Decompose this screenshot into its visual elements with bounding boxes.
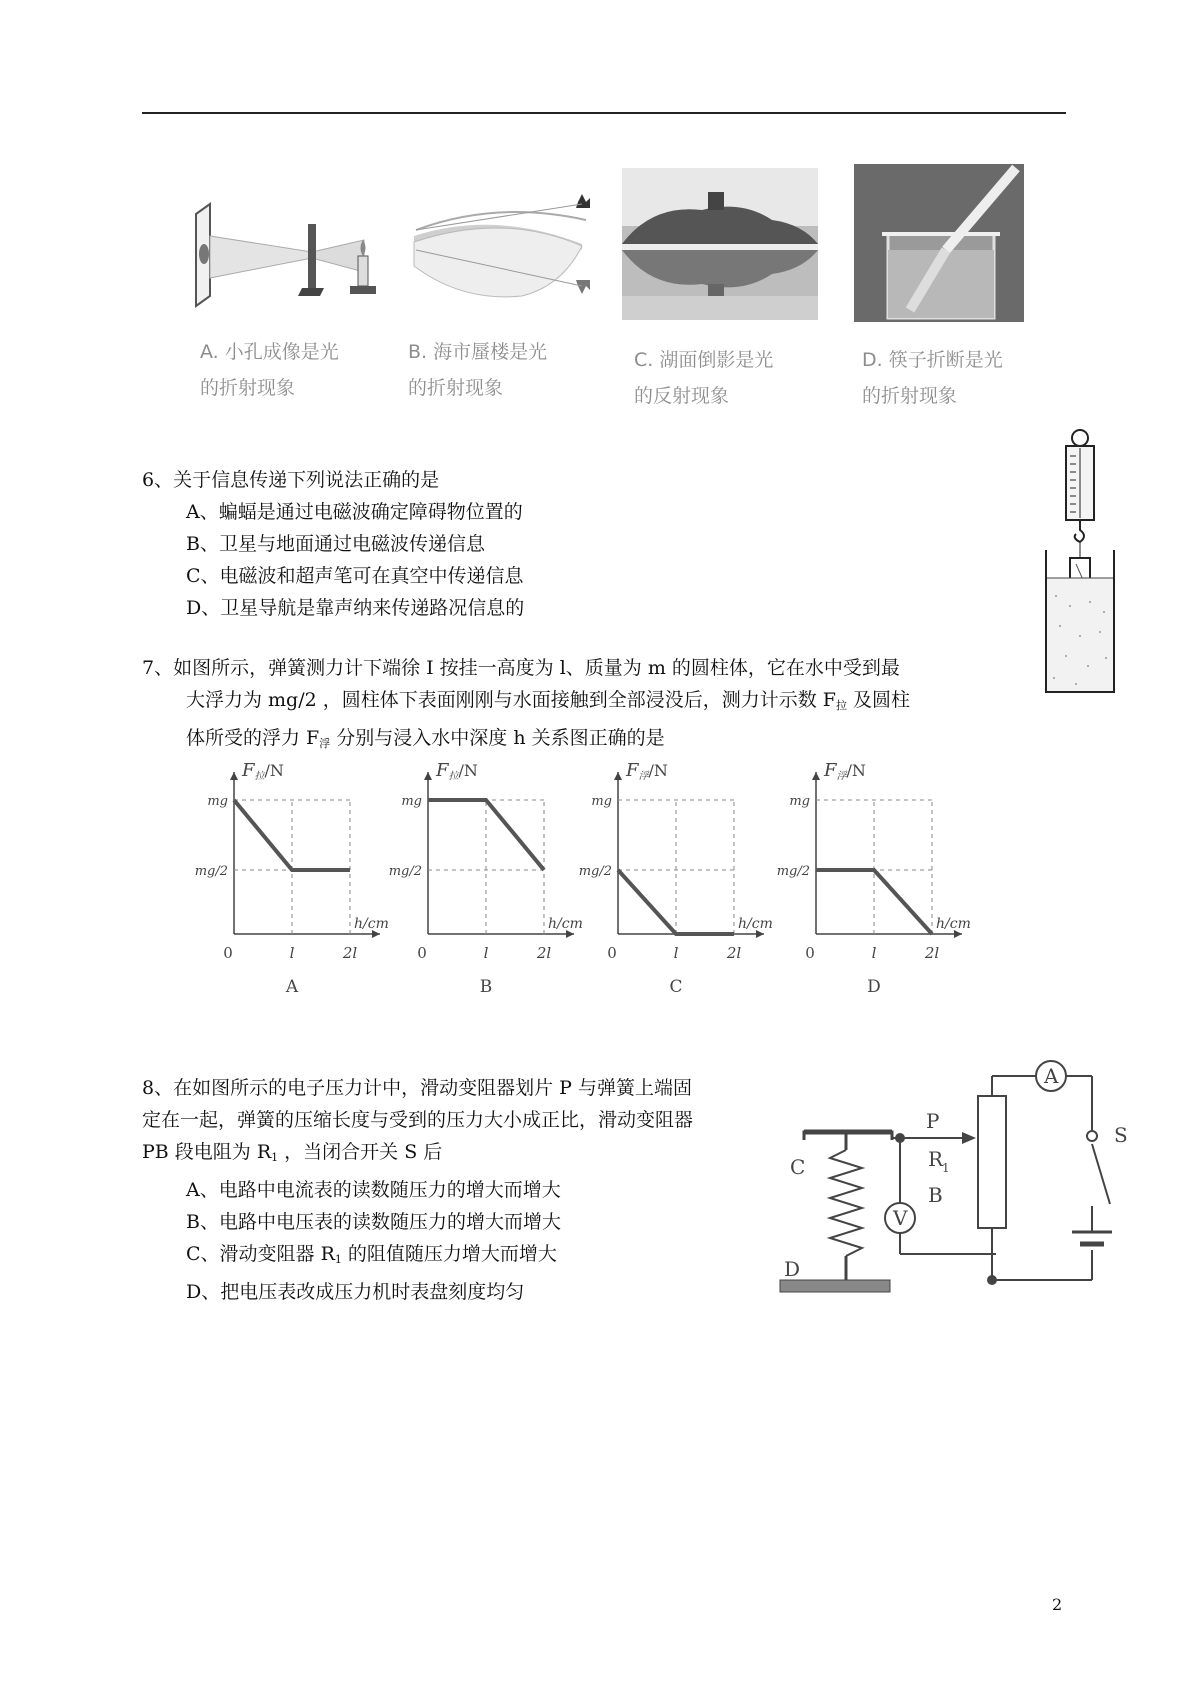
y-axis-label: F拉/N — [242, 760, 284, 782]
x-axis-label: h/cm — [548, 916, 583, 932]
graph-label: A — [285, 977, 299, 997]
question-6-option-d: D、卫星导航是靠声纳来传递路况信息的 — [186, 597, 525, 619]
circuit-label-s: S — [1114, 1123, 1128, 1147]
x-tick-label: l — [673, 944, 679, 962]
question-8-option-d: D、把电压表改成压力机时表盘刻度均匀 — [186, 1281, 525, 1303]
question-6-stem: 6、关于信息传递下列说法正确的是 — [142, 469, 440, 491]
x-axis-label: h/cm — [354, 916, 389, 932]
chopstick-refraction-photo — [854, 164, 1024, 322]
y-tick-label: mg/2 — [578, 864, 612, 879]
question-8-option-a: A、电路中电流表的读数随压力的增大而增大 — [186, 1179, 561, 1201]
graph-label: D — [867, 977, 881, 997]
x-tick-label: l — [871, 944, 877, 962]
x-tick-label: l — [483, 944, 489, 962]
x-tick-label: 0 — [607, 944, 617, 962]
question-7-line-1: 7、如图所示，弹簧测力计下端徐 I 按挂一高度为 l、质量为 m 的圆柱体，它在水中受到最 — [142, 657, 900, 679]
y-tick-label: mg — [591, 794, 612, 809]
x-tick-label: 2l — [726, 944, 742, 962]
circuit-label-p: P — [926, 1109, 940, 1133]
lake-reflection-photo — [622, 168, 818, 320]
question-8-option-c: C、滑动变阻器 $R_1$ 的阻值随压力增大而增大 — [186, 1243, 557, 1266]
circuit-label-v: V — [893, 1206, 908, 1230]
mirage-figure — [406, 190, 596, 306]
x-tick-label: 2l — [924, 944, 940, 962]
x-axis-label: h/cm — [936, 916, 971, 932]
y-axis-label: F浮/N — [824, 760, 866, 782]
circuit-label-a: A — [1044, 1064, 1059, 1088]
y-axis-arrow — [614, 772, 622, 780]
question-6-option-c: C、电磁波和超声笔可在真空中传递信息 — [186, 565, 524, 587]
question-7 — [142, 652, 910, 760]
graph-label: B — [479, 977, 493, 997]
y-tick-label: mg/2 — [388, 864, 422, 879]
circuit-label-c: C — [790, 1155, 806, 1179]
y-axis-arrow — [812, 772, 820, 780]
page-number: 2 — [1052, 1595, 1063, 1614]
question-7-line-3: 体所受的浮力 $F_浮$ 分别与浸入水中深度 h 关系图正确的是 — [186, 727, 665, 750]
x-tick-label: 0 — [223, 944, 233, 962]
y-tick-label: mg/2 — [776, 864, 810, 879]
graph-label: C — [669, 977, 683, 997]
x-tick-label: 0 — [417, 944, 427, 962]
circuit-label-r-sub: 1 — [942, 1161, 950, 1175]
graph-d — [776, 756, 1032, 997]
y-tick-label: mg — [401, 794, 422, 809]
question-7-line-2: 大浮力为 mg/2 ，圆柱体下表面刚刚与水面接触到全部浸没后，测力计示数 $F_拉$ 及圆柱 — [186, 689, 911, 712]
circuit-label-r: R — [928, 1147, 944, 1171]
optics-option-b: B. 海市蜃楼是光 的折射现象 — [408, 341, 548, 399]
x-tick-label: 2l — [536, 944, 552, 962]
question-6-option-b: B、卫星与地面通过电磁波传递信息 — [186, 533, 485, 555]
x-axis-label: h/cm — [738, 916, 773, 932]
optics-option-c: C. 湖面倒影是光 的反射现象 — [634, 349, 774, 407]
pressure-gauge-circuit — [770, 1054, 1140, 1316]
y-axis-arrow — [424, 772, 432, 780]
question-8-line-3: PB 段电阻为 $R_1$ ，当闭合开关 S 后 — [142, 1141, 443, 1164]
optics-option-a: A. 小孔成像是光 的折射现象 — [200, 341, 339, 399]
y-axis-arrow — [230, 772, 238, 780]
question-8-line-1: 8、在如图所示的电子压力计中，滑动变阻器划片 P 与弹簧上端固 — [142, 1077, 692, 1099]
y-tick-label: mg/2 — [194, 864, 228, 879]
graph-a — [194, 756, 414, 997]
x-tick-label: 2l — [342, 944, 358, 962]
question-8-line-2: 定在一起，弹簧的压缩长度与受到的压力大小成正比，滑动变阻器 — [142, 1109, 694, 1131]
pinhole-camera-figure — [186, 196, 386, 308]
circuit-label-d: D — [784, 1257, 801, 1281]
y-tick-label: mg — [789, 794, 810, 809]
circuit-label-b: B — [928, 1183, 943, 1207]
question-8-option-b: B、电路中电压表的读数随压力的增大而增大 — [186, 1211, 561, 1233]
y-axis-label: F拉/N — [436, 760, 478, 782]
x-tick-label: 0 — [805, 944, 815, 962]
header-rule — [142, 112, 1066, 114]
question-6-option-a: A、蝙蝠是通过电磁波确定障碍物位置的 — [186, 501, 523, 523]
question-6 — [142, 464, 524, 624]
graph-c — [578, 756, 798, 997]
question-8 — [142, 1072, 693, 1308]
y-tick-label: mg — [207, 794, 228, 809]
x-tick-label: l — [289, 944, 295, 962]
optics-option-d: D. 筷子折断是光 的折射现象 — [862, 349, 1003, 407]
y-axis-label: F浮/N — [626, 760, 668, 782]
spring-balance-figure — [1040, 426, 1120, 704]
